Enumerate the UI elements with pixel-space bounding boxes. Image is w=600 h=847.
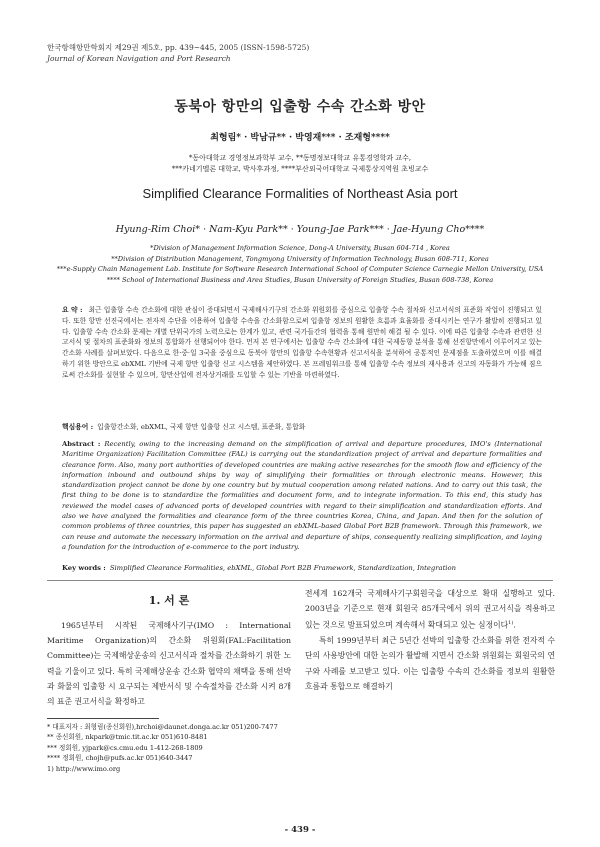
- abstract-en-text: Recently, owing to the increasing demand on the simplification of arrival and departure procedures, IMO's (International Maritime Organization) Facilitation Committee (FAL) is carrying out the standardization project of arrival and departure formalities and clearance form. Also, many port authorities of developed countries are making active researches for the smooth flow and efficiency of the information inbound and outbound ships by way of simplifying their formalities or through electronic means. However, this standardization project cannot be done by one country but by mutual cooperation among related nations. And to carry out this task, the first thing to be done is to standardize the formalities and document form, and to integrate information. To this end, this study has reviewed the model cases of advanced ports of developed countries with regard to their simplification and standardization efforts. And also we have analyzed the formalities and clearance form of the three countries Korea, China, and Japan. And then for the solution of common problems of three countries, this paper has suggested an ebXML-based Global Port B2B framework. Through this framework, we can reuse and automate the necessary information on the arrival and departure of ships, consequently realizing simplification, and laying a foundation for the introduction of e-commerce to the port industry.: [62, 440, 542, 551]
- keywords-ko-text: 입출항간소화, ebXML, 국제 항만 입출항 신고 시스템, 표준화, 통합화: [97, 423, 306, 431]
- affiliation-ko-line: *동아대학교 경영정보과학부 교수, **동명정보대학교 유통경영학과 교수,: [188, 154, 412, 162]
- body-paragraph: 1965년부터 시작된 국제해사기구(IMO : International Maritime Organization)의 간소화 위원회(FAL:Facilitation Committee)는 국제해상운송의 신고서식과 절차를 간소화하기 위한 노력을 기울이고 있다. 특히 국제해상운송 간소화 협약의 채택을 통해 선박과 화물의 입출항 시 요구되는 제반서식 및 수속절차를 간소화 시켜 8개의 표준 권고서식을 확정하고: [47, 621, 291, 707]
- keywords-ko-label: 핵심용어 :: [62, 423, 94, 431]
- keywords-en: [62, 564, 542, 572]
- body-column-left: [47, 592, 291, 709]
- journal-citation-ko: 한국항해항만학회지 제29권 제5호, pp. 439~445, 2005 (ISSN-1598-5725): [47, 43, 310, 52]
- footnote: 1) http://www.imo.org: [47, 764, 121, 773]
- body-column-right: [305, 586, 555, 694]
- affiliations-en: [40, 243, 560, 285]
- keywords-ko: [62, 421, 542, 431]
- authors-en: Hyung-Rim Choi* · Nam-Kyu Park** · Young-Jae Park*** · Jae-Hyung Cho****: [115, 224, 485, 235]
- affiliations-ko: [0, 153, 600, 175]
- body-paragraph: [305, 586, 555, 633]
- affiliation-en-line: **** School of International Business and Area Studies, Busan University of Foreign Studies, Busan 608-738, Korea: [106, 275, 494, 284]
- affiliation-en-line: **Division of Distribution Management, Tongmyong University of Information Technology, Busan 608-711, Korea: [111, 254, 489, 263]
- page-number: - 439 -: [284, 825, 316, 835]
- footnote-rule: [47, 718, 159, 719]
- keywords-en-label: Key words :: [62, 564, 106, 572]
- body-text-end: .: [513, 621, 516, 630]
- footnote: ** 종신회원, nkpark@tmic.tit.ac.kr 051)610-8481: [47, 733, 208, 742]
- affiliation-ko-line: ***카네기멜론 대학교, 박사후과정, ****부산외국어대학교 국제통상지역원 초빙교수: [171, 165, 429, 173]
- section-heading: 1. 서 론: [148, 594, 190, 607]
- footnote: **** 정회원, chojh@pufs.ac.kr 051)640-3447: [47, 754, 193, 763]
- abstract-ko-label: 요 약 :: [62, 306, 83, 314]
- affiliation-en-line: *Division of Management Information Science, Dong-A University, Busan 604-714 , Korea: [150, 244, 450, 252]
- journal-name-en: Journal of Korean Navigation and Port Research: [47, 54, 231, 63]
- abstract-ko: [62, 305, 542, 381]
- affiliation-en-line: ***e-Supply Chain Management Lab. Institute for Software Research International School of Computer Science Carnegie Mellon University, USA: [56, 265, 544, 273]
- abstract-ko-text: 최근 입출항 수속 간소화에 대한 관심이 증대되면서 국제해사기구의 간소화 위원회를 중심으로 입출항 수속 절차와 신고서식의 표준화 작업이 진행되고 있다. 또한 항만 선진국에서는 전자적 수단을 이용하여 입출항 수속을 간소화함으로써 입출항 정보의 원활한 흐름과 효율화를 증대시키는 연구가 활발히 진행되고 있다. 입출항 수속 간소화 문제는 개별 단위국가의 노력으로는 한계가 있고, 관련 국가들간의 협력을 통해 원만히 해결 될 수 있다. 이에 따른 입출항 수속과 관련한 신고서식 및 절차의 표준화와 정보의 통합화가 선행되어야 한다. 먼저 본 연구에서는 입출항 수속 간소화에 대한 국제동향 분석을 통해 선진항만에서 이루어지고 있는 간소화 사례를 살펴보았다. 다음으로 한·중·일 3국을 중심으로 동북아 항만의 입출항 수속현황과 신고서식을 분석하여 공통적인 문제점을 도출하였으며 이를 해결하기 위한 방안으로 ebXML 기반에 국제 항만 입출항 신고 시스템을 제안하였다. 본 프레임워크를 통해 입출항 수속 정보의 재사용과 신고의 자동화가 가능해 짐으로써 간소화를 실현할 수 있으며, 항만산업에 전자상거래를 도입할 수 있는 기반을 마련하였다.: [62, 306, 542, 379]
- paper-title-en: Simplified Clearance Formalities of Northeast Asia port: [142, 186, 458, 201]
- footnote: * 대표저자 : 최형림(종신회원),hrchoi@daunet.donga.ac.kr 051)200-7477: [47, 723, 278, 731]
- footnote: *** 정회원, yjpark@cs.cmu.edu 1-412-268-1809: [47, 743, 203, 752]
- authors-ko: 최형림* · 박남규** · 박영재*** · 조재형****: [210, 133, 390, 143]
- abstract-en: [62, 439, 542, 552]
- journal-header: [47, 42, 309, 64]
- footnotes: [47, 722, 297, 774]
- abstract-en-label: Abstract :: [62, 440, 101, 448]
- keywords-en-text: Simplified Clearance Formalities, ebXML, Global Port B2B Framework, Standardization, Integration: [109, 564, 456, 572]
- body-paragraph: 특히 1999년부터 최근 5년간 선박의 입출항 간소화를 위한 전자적 수단의 사용방안에 대한 논의가 활발해 지면서 간소화 위원회는 회원국의 연구와 사례를 보고받고 있다. 이는 입출항 수속의 간소화를 정보의 원활한 흐름과 통합으로 해결하기: [305, 636, 555, 691]
- paper-title-ko: 동북아 항만의 입출항 수속 간소화 방안: [174, 99, 426, 115]
- footnote-ref: 1): [508, 620, 514, 627]
- section-divider: [47, 580, 553, 581]
- body-text: 전세계 162개국 국제해사기구회원국을 대상으로 확대 실행하고 있다. 2003년을 기준으로 현재 회원국 85개국에서 위의 권고서식을 적용하고 있는 것으로 발표되었으며 계속해서 확대되고 있는 실정이다: [305, 589, 555, 630]
